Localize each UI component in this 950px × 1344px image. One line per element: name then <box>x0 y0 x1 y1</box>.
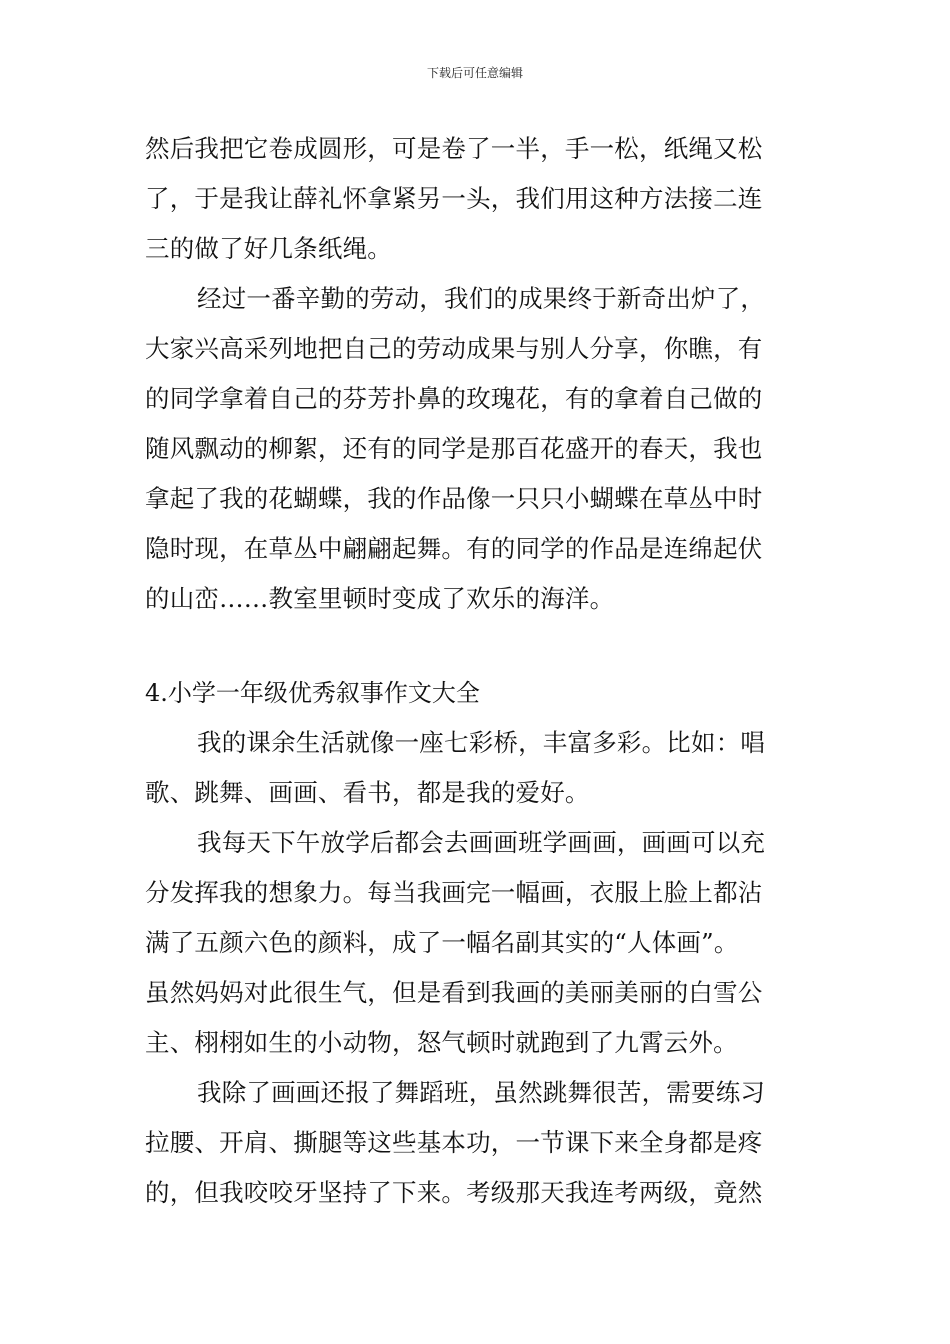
text-line: 我每天下午放学后都会去画画班学画画，画画可以充 <box>197 828 766 857</box>
text-line: 隐时现，在草丛中翩翩起舞。有的同学的作品是连绵起伏 <box>145 534 763 563</box>
text-line: 的同学拿着自己的芬芳扑鼻的玫瑰花，有的拿着自己做的 <box>145 384 763 413</box>
text-line: 虽然妈妈对此很生气，但是看到我画的美丽美丽的白雪公 <box>145 978 763 1007</box>
text-line: 随风飘动的柳絮，还有的同学是那百花盛开的春天，我也 <box>145 434 763 463</box>
text-line: 分发挥我的想象力。每当我画完一幅画，衣服上脸上都沾 <box>145 878 763 907</box>
text-line: 大家兴高采列地把自己的劳动成果与别人分享，你瞧，有 <box>145 334 763 363</box>
section-gap <box>145 624 807 668</box>
text-line: 歌、跳舞、画画、看书，都是我的爱好。 <box>145 778 590 807</box>
text-line: 三的做了好几条纸绳。 <box>145 234 392 263</box>
text-line: 拿起了我的花蝴蝶，我的作品像一只只小蝴蝶在草丛中时 <box>145 484 763 513</box>
text-line: 主、栩栩如生的小动物，怒气顿时就跑到了九霄云外。 <box>145 1028 738 1057</box>
text-line: 然后我把它卷成圆形，可是卷了一半，手一松，纸绳又松 <box>145 134 763 163</box>
text-line: 我的课余生活就像一座七彩桥，丰富多彩。比如：唱 <box>197 728 766 757</box>
text-line: 经过一番辛勤的劳动，我们的成果终于新奇出炉了， <box>197 284 766 313</box>
text-line: 拉腰、开肩、撕腿等这些基本功，一节课下来全身都是疼 <box>145 1128 763 1157</box>
paragraph-2 <box>145 274 807 624</box>
text-line: 的山峦……教室里顿时变成了欢乐的海洋。 <box>145 584 615 613</box>
paragraph-5 <box>145 1068 807 1218</box>
section-title: 4.小学一年级优秀叙事作文大全 <box>145 679 480 707</box>
text-line: 的，但我咬咬牙坚持了下来。考级那天我连考两级，竟然 <box>145 1178 763 1207</box>
text-line: 满了五颜六色的颜料，成了一幅名副其实的“人体画”。 <box>145 928 739 957</box>
document-body <box>145 124 807 1218</box>
paragraph-3 <box>145 718 807 818</box>
paragraph-4 <box>145 818 807 1068</box>
page-header: 下载后可任意编辑 <box>426 66 523 80</box>
text-line: 了，于是我让薛礼怀拿紧另一头，我们用这种方法接二连 <box>145 184 763 213</box>
text-line: 我除了画画还报了舞蹈班，虽然跳舞很苦，需要练习 <box>197 1078 766 1107</box>
paragraph-1 <box>145 124 807 274</box>
